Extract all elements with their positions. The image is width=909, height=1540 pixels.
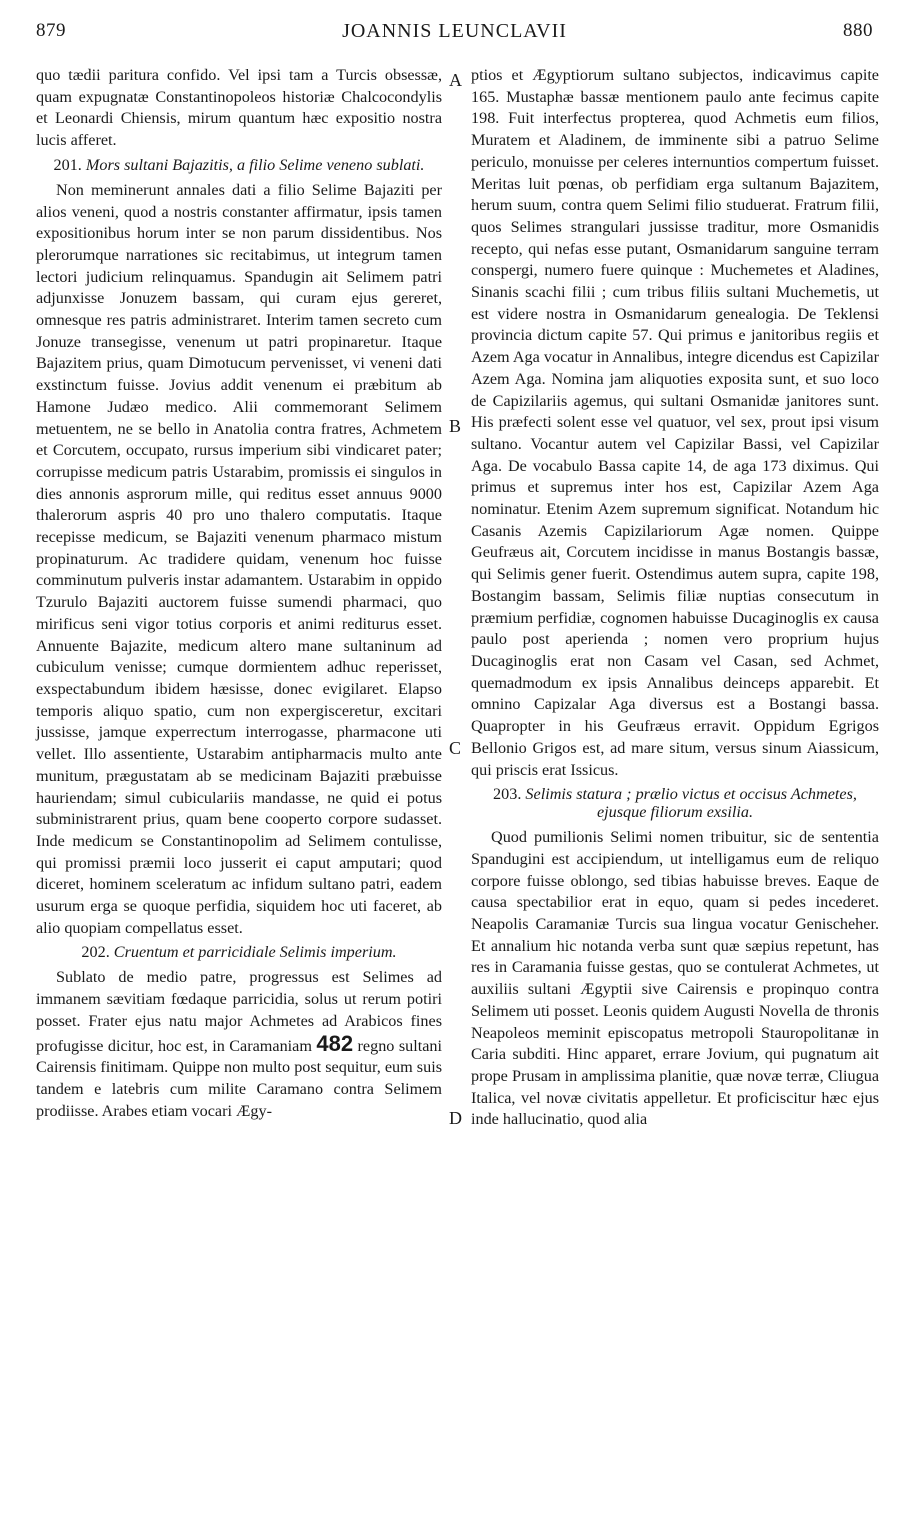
page-header — [30, 8, 879, 44]
left-paragraph-3 — [36, 967, 442, 1122]
margin-letter-c: C — [449, 738, 462, 758]
left-paragraph-3-part-a: Sublato de medio patre, progressus est Selimes ad immanem sævitiam fœdaque parricidia, solus ut rerum potiri posset. Frater ejus natu major Achmetes ad Arabicos fines profugisse dicitur, hoc est, in Caramaniam — [36, 968, 442, 1055]
left-column — [36, 65, 442, 1122]
signature-mark: 482 — [316, 1030, 354, 1056]
page-number-right: 880 — [843, 20, 873, 41]
section-203-title: Selimis statura ; prælio victus et occisus Achmetes, ejusque filiorum exsilia. — [525, 785, 857, 822]
section-201-number: 201. — [53, 155, 82, 174]
section-201-title: Mors sultani Bajazitis, a filio Selime veneno sublati. — [85, 155, 425, 174]
left-paragraph-3-part-b: regno sultani Cairensis finitimam. Quippe non multo post sequitur, eum suis tandem e latebris cum milite Caramano contra Selimem prodiisse. Arabes etiam vocari Ægy- — [36, 1036, 442, 1120]
section-201-heading — [36, 156, 442, 174]
section-203-heading — [471, 785, 879, 821]
section-202-heading — [36, 943, 442, 961]
margin-letter-b: B — [449, 416, 462, 436]
left-paragraph-2: Non meminerunt annales dati a filio Selime Bajaziti per alios veneni, quod a nostris constanter affirmatur, ipsis tamen expositionibus horum inter se non parum dissidentibus. Nos plerorumque narrationes sic recitabimus, ut integrum tamen lectori judicium relinquamus. Spandugin ait Selimem patri adjunxisse Jonuzem bassam, qui curam ejus gereret, omnesque res patris administraret. Interim tamen secreto cum Jonuze transegisse, venenum ut patri propinaretur. Itaque Bajazitem prius, quam Dimotucum pervenisset, vi veneni dati exstinctum fuisse. Jovius addit venenum ei præbitum ab Hamone Judæo medico. Alii commemorant Selimem metuentem, ne se bello in Anatolia contra fratres, Achmetem et Corcutem, occupato, rursus imperium sibi vindicaret pater; corrupisse medicum patris Ustarabim, promissis ei singulos in dies annonis asprorum mille, qui reditus esset annuus 9000 thalerorum aspris 40 pro uno thalero computatis. Itaque recepisse medicum, se Bajaziti venenum pharmaco mistum propinaturum. Ac tradidere quidam, venenum hoc fuisse comminutum pulveris instar adamantem. Ustarabim in oppido Tzurulo Bajaziti auctorem fuisse sumendi pharmaci, quo mirificus seni vigor totius corporis et animi rediturus esset. Annuente Bajazite, medicum altero mane sultaninum ad cubiculum venisse; cumque dormientem adhuc reperisset, exspectabundum ibidem hæsisse, donec evigilaret. Elapso temporis aliquo spatio, cum non expergisceretur, excitari jussisse, jamque experrectum interrogasse, pharmacone uti vellet. Illo assentiente, Ustarabim antipharmacis multo ante munitum, prægustatam ab se medicinam Bajaziti præbuisse hauriendam; simul cubiculariis mandasse, ne quid ei potus subministrarent prius, quam bene cooperto corpore sudasset. Inde medicum se Constantinopolim ad Selimem contulisse, qui promissi præmii loco jusserit ei caput amputari; quod diceret, hominem sceleratum ac infidum sultano patri, eadem usurum erga se quoque perfidia, siquidem hoc uti faceret, ab alio quopiam compellatus esset. — [36, 180, 442, 937]
section-202-number: 202. — [81, 943, 110, 962]
section-203-number: 203. — [493, 785, 522, 804]
right-column — [471, 65, 879, 1131]
right-paragraph-2: Quod pumilionis Selimi nomen tribuitur, sic de sententia Spandugini est accipiendum, ut intelligamus eum de reliquo corpore fuisse oblongo, sed tibias habuisse breves. Eaque de causa spectabilior erat in equo, quam si pedes incederet. Neapolis Caramaniæ Turcis sua lingua vocatur Genischeher. Et annalium hic notanda verba sunt quæ sæpius repetunt, has res in Caramania fuisse gestas, quo se contulerat Achmetes, ut auxiliis sultani Ægyptii sive Cairensis e propinquo contra Selimem uti posset. Leonis quidem Augusti Novella de thronis Neapoleos meminit episcopatus metropoli Stauropolitanæ in Caria subditi. Hinc apparet, errare Jovium, qui pugnatum ait prope Prusam in amplissima planitie, quæ novæ terræ, Cliugua Italica, vel novæ civitatis appelletur. Et proficiscitur hæc ejus inde hallucinatio, quod alia — [471, 828, 879, 1129]
margin-letter-a: A — [449, 70, 462, 90]
section-202-title: Cruentum et parricidiale Selimis imperium. — [113, 943, 397, 962]
right-paragraph-1: ptios et Ægyptiorum sultano subjectos, indicavimus capite 165. Mustaphæ bassæ mentionem paulo ante fecimus capite 198. Fuit interfectus propterea, quod Achmetis eum filios, Muratem et Aladinem, de imminente sibi a patruo Selime periculo, monuisse per celeres internuntios compertum fuisset. Meritas luit pœnas, ob perfidiam erga sultanum Bajazitem, herum suum, contra quem Selimi filio studuerat. Fratrum filii, quos Selimes strangulari jussisse traditur, more Osmanidis recepto, qui nefas esse putant, Osmanidarum sanguine terram conspergi, numero fuere quinque : Muchemetes et Aladines, Sinanis scachi filii ; cum tribus filiis sultani Muchemetis, ut est videre nostra in Osmanidarum genealogia. De Teklensi provincia dictum capite 57. Qui primus e janitoribus regiis et Azem Aga vocatur in Annalibus, integre dicendus est Capizilar Azem Aga. Nomina jam aliquoties exposita sunt, et suo loco de Capizilariis agemus, qui sultani Osmanidæ janitores sunt. His præfecti solent esse vel quatuor, vel sex, prout ipsi visum sultano. Vocantur autem vel Capizilar Bassi, vel Capizilar Aga. De vocabulo Bassa capite 14, de aga 173 diximus. Qui primus et supremus inter hos est, Capizilar Azem Aga nominatur. Etenim Azem supremum significat. Notandum hic Casanis Azemis Capizilariorum Agæ nomen. Quippe Geufræus ait, Corcutem incidisse in manus Bostangis bassæ, qui Selimis gener fuerit. Ostendimus autem supra, capite 198, Bostangim bassam, Selimis filiæ nuptias consecutum in præmium perfidiæ, cognomen habuisse Ducaginoglis ex causa paulo post aperienda ; nomen vero proprium hujus Ducaginoglis erat non Casam vel Casan, sed Achmet, quemadmodum ex ipsis Annalibus deinceps apparebit. Et omnino Capizalar Aga diversus est a Bostangi bassa. Quapropter in his Geufræus erravit. Oppidum Egrigos Bellonio Grigos est, ad mare situm, versus sinum Aiassicum, qui priscis erat Issicus. — [471, 66, 879, 779]
margin-letter-d: D — [449, 1108, 462, 1128]
left-paragraph-1: quo tædii paritura confido. Vel ipsi tam a Turcis obsessæ, quam expugnatæ Constantinopoleos historiæ Chalcocondylis et Leonardi Chiensis, mirum quantum hæc expositio nostra lucis afferet. — [36, 66, 442, 150]
page-number-left: 879 — [36, 20, 66, 41]
running-head: JOANNIS LEUNCLAVII — [342, 20, 567, 42]
